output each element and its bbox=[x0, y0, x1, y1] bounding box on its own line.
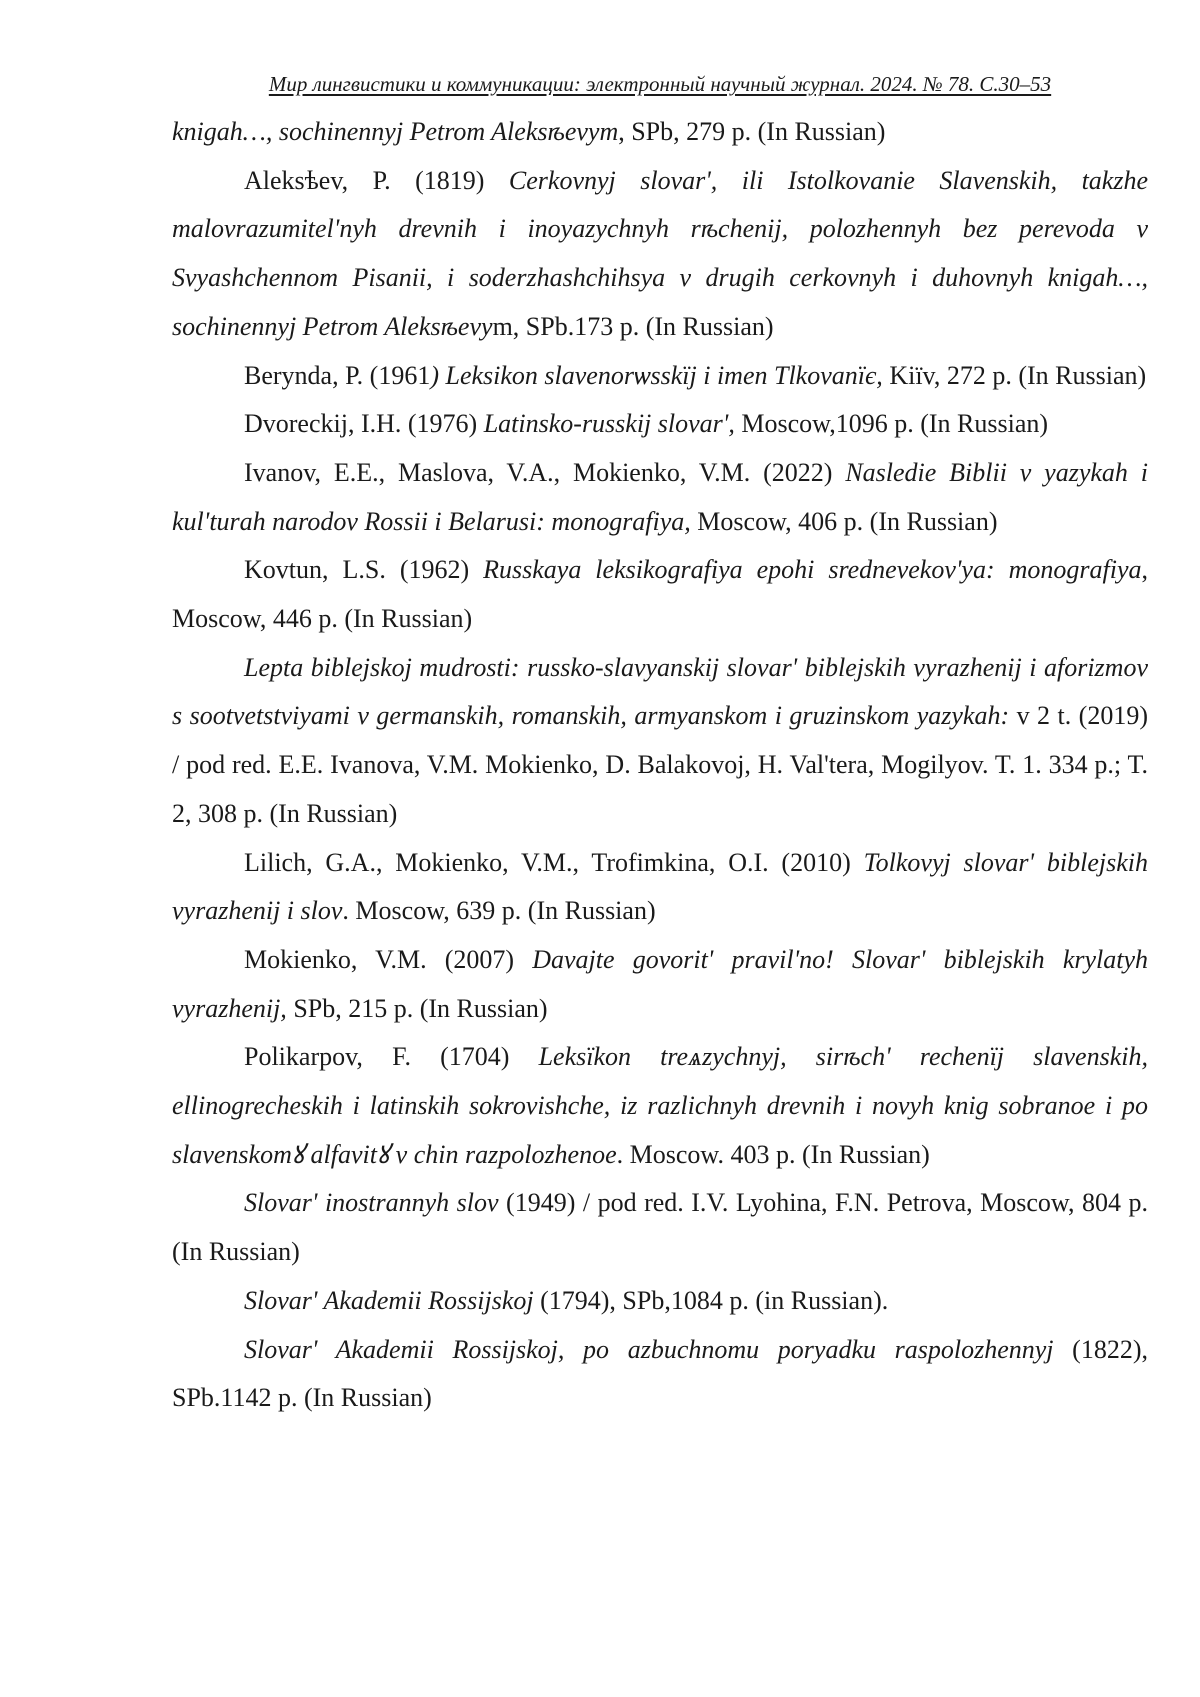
reference-authors: Polikarpov, F. (1704) bbox=[244, 1042, 539, 1071]
reference-title: Latinsko-russkij slovar', bbox=[484, 409, 735, 438]
reference-authors: Kovtun, L.S. (1962) bbox=[244, 555, 483, 584]
reference-title: Davajte govorit' pravil'no! Slovar' biblejskih krylatyh vyrazhenij, bbox=[172, 945, 1148, 1023]
reference-list bbox=[172, 108, 1148, 1423]
reference-title: Nasledie Biblii v yazykah i kul'turah narodov Rossii i Belarusi: monografiya, bbox=[172, 458, 1148, 536]
reference-authors: Ivanov, E.E., Maslova, V.A., Mokienko, V.M. (2022) bbox=[244, 458, 845, 487]
reference-details: . Moscow. 403 p. (In Russian) bbox=[617, 1140, 930, 1169]
reference-entry bbox=[172, 936, 1148, 1033]
reference-entry bbox=[172, 1277, 1148, 1326]
reference-entry bbox=[172, 644, 1148, 839]
reference-details: , Moscow, 446 p. (In Russian) bbox=[172, 555, 1148, 633]
reference-entry bbox=[172, 352, 1148, 401]
reference-title: knigah…, sochinennyj Petrom Aleksѣevym bbox=[172, 117, 618, 146]
reference-authors: Aleksѣev, P. (1819) bbox=[244, 166, 509, 195]
reference-details: m, SPb.173 p. (In Russian) bbox=[493, 312, 774, 341]
document-page bbox=[0, 0, 1200, 1697]
reference-entry bbox=[172, 1326, 1148, 1423]
reference-details: v 2 t. (2019) / pod red. E.E. Ivanova, V.M. Mokienko, D. Balakovoj, H. Val'tera, Mogilyov. T. 1. 334 p.; T. 2, 308 p. (In Russian) bbox=[172, 701, 1148, 827]
reference-entry bbox=[172, 1033, 1148, 1179]
reference-details: (1794), SPb,1084 p. (in Russian). bbox=[534, 1286, 889, 1315]
reference-title: Slovar' Akademii Rossijskoj, po azbuchnomu poryadku raspolozhennyj bbox=[244, 1335, 1054, 1364]
reference-title: Leksїkon treѧzychnyj, sirѣch' rechenїj slavenskih, ellinogrecheskih i latinskih sokrovishche, iz razlichnyh drevnih i novyh knig sobranoe i po slavenskomꙋ alfavitꙋ v chin razpolozhenoe bbox=[172, 1042, 1148, 1168]
reference-details: Kiїv, 272 p. (In Russian) bbox=[883, 361, 1146, 390]
reference-title: Tolkovyj slovar' biblejskih vyrazhenij i slov bbox=[172, 848, 1148, 926]
reference-entry bbox=[172, 157, 1148, 352]
reference-entry bbox=[172, 400, 1148, 449]
reference-authors: Lilich, G.A., Mokienko, V.M., Trofimkina, O.I. (2010) bbox=[244, 848, 864, 877]
reference-authors: Dvoreckij, I.H. (1976) bbox=[244, 409, 484, 438]
reference-details: SPb, 215 p. (In Russian) bbox=[287, 994, 548, 1023]
reference-authors: Berynda, P. (1961 bbox=[244, 361, 430, 390]
reference-authors: Mokienko, V.M. (2007) bbox=[244, 945, 532, 974]
reference-entry bbox=[172, 546, 1148, 643]
reference-details: (1822), SPb.1142 p. (In Russian) bbox=[172, 1335, 1148, 1413]
reference-title: Slovar' inostrannyh slov bbox=[244, 1188, 499, 1217]
reference-details: , SPb, 279 p. (In Russian) bbox=[618, 117, 885, 146]
reference-entry bbox=[172, 449, 1148, 546]
reference-title: ) Leksikon slavenorѡsskїj i imen Tlkovanїє, bbox=[430, 361, 882, 390]
reference-details: . Moscow, 639 p. (In Russian) bbox=[342, 896, 655, 925]
reference-title: Slovar' Akademii Rossijskoj bbox=[244, 1286, 534, 1315]
reference-title: Lepta biblejskoj mudrosti: russko-slavyanskij slovar' biblejskih vyrazhenij i aforizmov s sootvetstviyami v germanskih, romanskih, armyanskom i gruzinskom yazykah: bbox=[172, 653, 1148, 731]
reference-details: (1949) / pod red. I.V. Lyohina, F.N. Petrova, Moscow, 804 p. (In Russian) bbox=[172, 1188, 1148, 1266]
reference-entry bbox=[172, 1179, 1148, 1276]
running-header: Мир лингвистики и коммуникации: электронный научный журнал. 2024. № 78. С.30–53 bbox=[172, 72, 1148, 97]
reference-entry bbox=[172, 108, 1148, 157]
reference-title: Cerkovnyj slovar', ili Istolkovanie Slavenskih, takzhe malovrazumitel'nyh drevnih i inoyazychnyh rѣchenij, polozhennyh bez perevoda v Svyashchennom Pisanii, i soderzhashchihsya v drugih cerkovnyh i duhovnyh knigah…, sochinennyj Petrom Aleksѣevy bbox=[172, 166, 1148, 341]
reference-details: Moscow,1096 p. (In Russian) bbox=[735, 409, 1048, 438]
reference-details: Moscow, 406 p. (In Russian) bbox=[691, 507, 998, 536]
reference-entry bbox=[172, 839, 1148, 936]
reference-title: Russkaya leksikografiya epohi srednevekov'ya: monografiya bbox=[483, 555, 1141, 584]
